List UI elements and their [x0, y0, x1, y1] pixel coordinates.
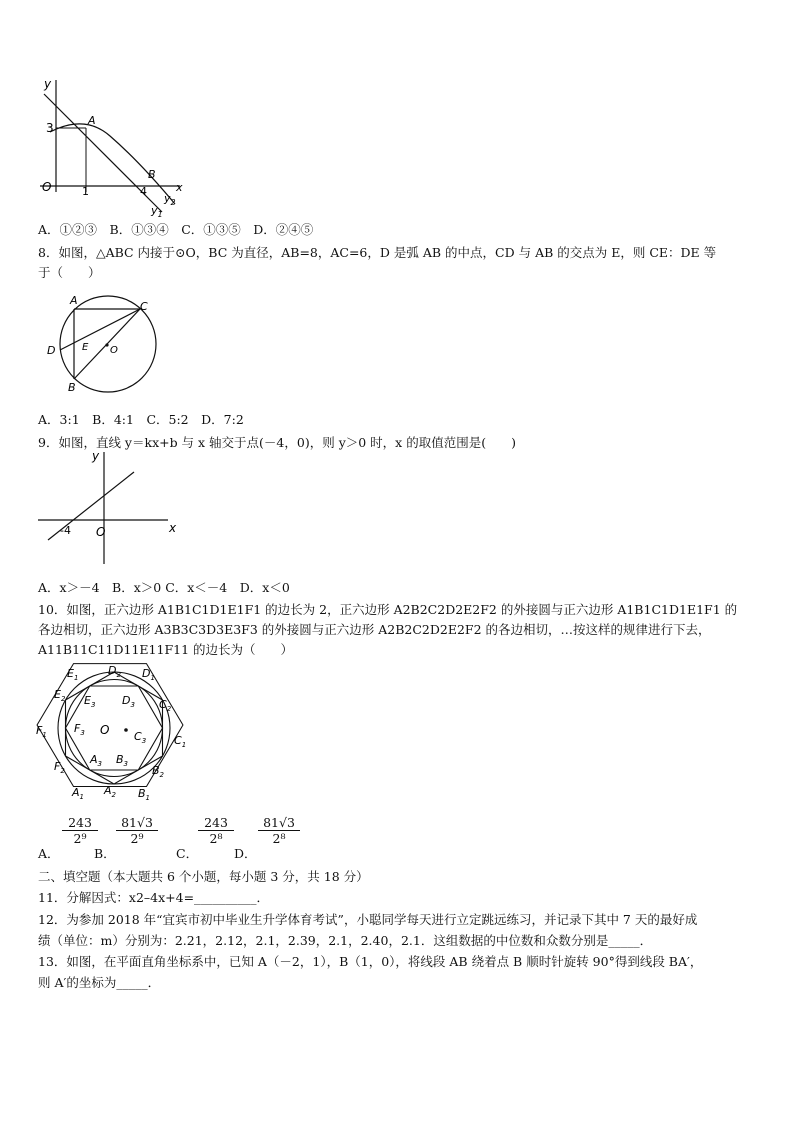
q7-label-y: y: [44, 77, 52, 91]
q10-label-d1: $D_1$: [142, 667, 155, 682]
q10-option-d-denominator: 2⁸: [272, 831, 286, 846]
q10-label-a2: $A_2$: [104, 784, 116, 799]
q7-point-b: B: [148, 168, 156, 181]
q10-label-o: O: [100, 723, 110, 737]
q10-label-e1: $E_1$: [67, 667, 79, 682]
q8-segment-cd: [60, 309, 140, 350]
q8-stem-line1: 8．如图，△ABC 内接于⊙O，BC 为直径，AB=8，AC=6，D 是弧 AB 的中点，CD 与 AB 的交点为 E，则 CE：DE 等: [38, 245, 717, 260]
q9-label-y: y: [92, 449, 100, 463]
q7-point-a: A: [88, 114, 96, 127]
q10-stem-line2: 各边相切，正六边形 A3B3C3D3E3F3 的外接圆与正六边形 A2B2C2D2E2F2 的各边相切，…按这样的规律进行下去，: [38, 622, 711, 637]
q10-label-e2: $E_2$: [54, 688, 66, 703]
q8-options: A．3:1 B．4:1 C．5:2 D．7:2: [38, 412, 244, 427]
q8-label-c: C: [140, 300, 148, 313]
q10-option-c-denominator: 2⁸: [209, 831, 223, 846]
q10-label-a3: $A_3$: [90, 753, 102, 768]
q10-label-d3: $D_3$: [122, 694, 135, 709]
q8-label-b: B: [68, 381, 76, 394]
q10-option-c-fraction: [198, 815, 234, 846]
q11-stem: 11．分解因式：x2–4x+4=__________．: [38, 890, 270, 905]
q10-label-a1: $A_1$: [72, 786, 84, 800]
q12-stem-line2: 绩（单位：m）分别为：2.21，2.12，2.1，2.39，2.1，2.40，2.1．这组数据的中位数和众数分别是_____．: [38, 933, 653, 948]
q10-stem-line1: 10．如图，正六边形 A1B1C1D1E1F1 的边长为 2，正六边形 A2B2C2D2E2F2 的外接圆与正六边形 A1B1C1D1E1F1 的: [38, 602, 738, 617]
q10-option-a-letter: A．: [38, 846, 60, 861]
q10-option-a-numerator: 243: [62, 815, 98, 831]
q10-label-b2: $B_2$: [152, 764, 165, 779]
q10-label-f1: $F_1$: [36, 724, 47, 739]
q10-option-b-numerator: 81√3: [116, 815, 158, 831]
q10-option-c-letter: C．: [176, 846, 199, 861]
q7-tick-4: 4: [140, 185, 147, 198]
section-2-heading: 二、填空题（本大题共 6 个小题，每小题 3 分，共 18 分）: [38, 869, 369, 884]
q9-line-graph: [34, 448, 184, 570]
q10-option-b-fraction: [116, 815, 158, 846]
q7-tick-3: 3: [46, 121, 54, 135]
q7-label-x: x: [176, 181, 183, 194]
q10-option-c-numerator: 243: [198, 815, 234, 831]
q7-label-y1: $y_1$: [151, 204, 163, 219]
q12-stem-line1: 12．为参加 2018 年“宜宾市初中毕业生升学体育考试”，小聪同学每天进行立定跳远练习，并记录下其中 7 天的最好成: [38, 912, 698, 927]
q10-label-d2: $D_2$: [108, 664, 121, 679]
q10-label-f3: $F_3$: [74, 722, 85, 737]
q7-label-y2: $y_2$: [164, 192, 176, 207]
q9-options: A．x＞－4 B．x＞0 C．x＜－4 D．x＜0: [38, 580, 290, 595]
q7-parabola-y2: [50, 124, 175, 204]
q10-label-e3: $E_3$: [84, 694, 96, 709]
q9-tick-minus4: -4: [60, 524, 71, 537]
q8-stem-line2: 于（ ）: [38, 265, 101, 280]
q7-label-origin: O: [42, 180, 52, 194]
q10-option-d-fraction: [258, 815, 300, 846]
q8-center-dot: [105, 343, 108, 346]
q10-label-c1: $C_1$: [174, 734, 187, 749]
q10-stem-line3: A11B11C11D11E11F11 的边长为（ ）: [38, 642, 294, 657]
q9-label-origin: O: [96, 525, 106, 539]
q8-circle-figure: [40, 292, 166, 398]
q10-option-d-letter: D．: [234, 846, 257, 861]
q8-label-a: A: [70, 294, 78, 307]
q8-label-e: E: [82, 342, 89, 353]
q10-option-b-letter: B．: [94, 846, 116, 861]
q8-label-d: D: [47, 344, 56, 357]
q10-label-b3: $B_3$: [116, 753, 129, 768]
q10-option-b-denominator: 2⁹: [130, 831, 144, 846]
q10-center-dot: [124, 728, 128, 732]
q10-option-d-numerator: 81√3: [258, 815, 300, 831]
q10-option-a-fraction: [62, 815, 98, 846]
q13-stem-line2: 则 A′的坐标为_____．: [38, 975, 161, 990]
q9-stem: 9．如图，直线 y＝kx+b 与 x 轴交于点(－4，0)，则 y＞0 时，x 的取值范围是( ): [38, 435, 516, 450]
q7-options: A．①②③ B．①③④ C．①③⑤ D．②④⑤: [38, 222, 314, 237]
q10-label-f2: $F_2$: [54, 760, 65, 775]
q7-graph: [30, 74, 200, 222]
q7-tick-1: 1: [82, 185, 89, 198]
q13-stem-line1: 13．如图，在平面直角坐标系中，已知 A（－2，1），B（1，0），将线段 AB 绕着点 B 顺时针旋转 90°得到线段 BA′，: [38, 954, 703, 969]
q8-label-o: O: [110, 345, 118, 356]
q10-label-c2: $C_2$: [159, 698, 172, 713]
q10-label-b1: $B_1$: [138, 787, 151, 800]
q10-hexagon-figure: [34, 660, 194, 800]
q9-label-x: x: [169, 521, 177, 535]
q10-label-c3: $C_3$: [134, 730, 147, 745]
q10-option-a-denominator: 2⁹: [73, 831, 87, 846]
